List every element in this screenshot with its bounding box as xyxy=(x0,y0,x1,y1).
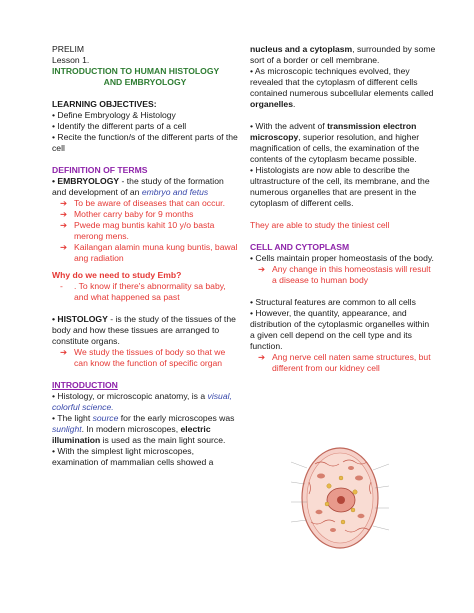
red-note: They are able to study the tiniest cell xyxy=(250,220,390,230)
cell-paragraph-2: • Structural features are common to all cells xyxy=(250,297,416,307)
title-line-1: INTRODUCTION TO HUMAN HISTOLOGY xyxy=(52,66,220,76)
objective-item: • Identify the different parts of a cell xyxy=(52,121,187,131)
lesson-label: Lesson 1. xyxy=(52,55,90,65)
cell-paragraph-1: • Cells maintain proper homeostasis of the body. xyxy=(250,253,434,263)
histologists-paragraph: • Histologists are now able to describe the ultrastructure of the cell, its membrane, and the numerous organelles that are present in the cytoplasm of different cells. xyxy=(250,165,430,208)
organelles-paragraph: • As microscopic techniques evolved, they revealed that the cytoplasm of different cells contained numerous subcellular elements called organelles. xyxy=(250,66,434,109)
definition-heading: DEFINITION OF TERMS xyxy=(52,165,148,175)
intro-paragraph-1: • Histology, or microscopic anatomy, is a visual, colorful science. xyxy=(52,391,232,412)
title-line-2: AND EMBRYOLOGY xyxy=(103,77,187,87)
cell-heading: CELL AND CYTOPLASM xyxy=(250,242,350,252)
arrow-icon: ➔ xyxy=(60,209,68,219)
embryology-definition xyxy=(52,176,238,198)
embryo-arrow-item: ➔ To be aware of diseases that can occur. xyxy=(60,198,225,208)
intro-paragraph-3: • With the simplest light microscopes, examination of mammalian cells showed a xyxy=(52,446,214,467)
objectives-heading: LEARNING OBJECTIVES: xyxy=(52,99,157,109)
embryo-arrow-item: ➔ Mother carry baby for 9 months xyxy=(60,209,194,219)
arrow-icon: ➔ xyxy=(60,220,68,230)
continued-paragraph: nucleus and a cytoplasm, surrounded by some sort of a border or cell membrane. xyxy=(250,44,436,65)
histology-arrow-item: ➔ We study the tissues of body so that we can know the function of specific organ xyxy=(60,347,226,368)
tem-paragraph: • With the advent of transmission electron microscopy, superior resolution, and higher magnification of cells, the examination of the contents of the cytoplasm became possible. xyxy=(250,121,420,164)
objective-item: • Define Embryology & Histology xyxy=(52,110,176,120)
arrow-icon: ➔ xyxy=(258,264,266,274)
embryology-text: - the study of the formation and development of an xyxy=(52,176,224,197)
objective-item: • Recite the function/s of the different parts of the cell xyxy=(52,132,238,153)
arrow-icon: ➔ xyxy=(258,352,266,362)
embryo-arrow-item: ➔ Kailangan alamin muna kung buntis, bawal ang radiation xyxy=(60,242,238,263)
histology-term: • HISTOLOGY xyxy=(52,314,108,324)
arrow-icon: ➔ xyxy=(60,198,68,208)
cell-diagram-image xyxy=(285,442,395,554)
introduction-heading: INTRODUCTION xyxy=(52,380,118,390)
right-column xyxy=(250,44,436,374)
cell-arrow-item: ➔ Any change in this homeostasis will result a disease to human body xyxy=(258,264,431,285)
left-column xyxy=(52,44,238,468)
intro-paragraph-2: • The light source for the early microscopes was sunlight. In modern microscopes, electric illumination is used as the main light source. xyxy=(52,413,235,445)
embryology-emphasis: embryo and fetus xyxy=(141,187,209,197)
arrow-icon: ➔ xyxy=(60,242,68,252)
cell-arrow-item: ➔ Ang nerve cell naten same structures, but different from our kidney cell xyxy=(258,352,431,373)
cell-paragraph-3: • However, the quantity, appearance, and distribution of the cytoplasmic organelles within a given cell depend on the cell type and its function. xyxy=(250,308,430,351)
prelim-label: PRELIM xyxy=(52,44,84,54)
embryology-term: • EMBRYOLOGY xyxy=(52,176,120,186)
why-item: - . To know if there's abnormality sa baby, and what happened sa past xyxy=(60,281,226,302)
why-heading: Why do we need to study Emb? xyxy=(52,270,182,280)
histology-definition: • HISTOLOGY - is the study of the tissues of the body and how these tissues are arranged to constitute organs. xyxy=(52,314,236,346)
arrow-icon: ➔ xyxy=(60,347,68,357)
embryo-arrow-item: ➔ Pwede mag buntis kahit 10 y/o basta merong mens. xyxy=(60,220,215,241)
